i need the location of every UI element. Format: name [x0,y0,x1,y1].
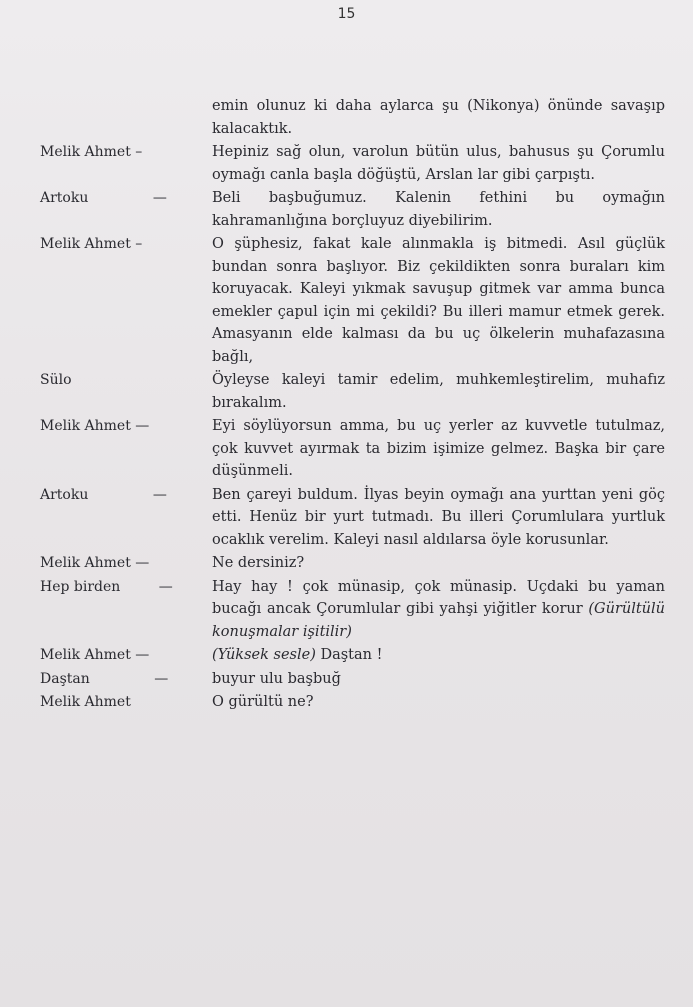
speaker-label: Melik Ahmet [40,418,131,434]
speech-text: O gürültü ne? [212,694,314,710]
speech-text [212,644,665,667]
speech-text: Ben çareyi buldum. İlyas beyin oymağı ana yurttan yeni göç etti. Henüz bir yurt tutmadı. Bu illeri Çorumlulara yurtluk ocaklık verelim. Kaleyi nasıl aldılarsa öyle korusunlar. [212,486,665,548]
speaker-label: Daştan [40,670,90,687]
dialogue-line [40,369,665,414]
speech-text [212,576,665,644]
speech-text: Öyleyse kaleyi tamir edelim, muhkemleştirelim, muhafız bırakalım. [212,372,665,411]
speaker-name [40,576,212,644]
speech-text: emin olunuz ki daha aylarca şu (Nikonya) önünde savaşıp kalacaktık. [212,98,665,137]
speaker-dash: — [158,578,173,595]
dialogue [40,95,665,715]
speaker-name [40,141,212,186]
page-number: 15 [337,6,356,22]
speaker-dash: — [135,418,150,434]
speaker-label: Artoku [40,486,89,503]
speech-text: Eyi söylüyorsun amma, bu uç yerler az kuvvetle tutulmaz, çok kuvvet ayırmak ta bizim işimize gelmez. Başka bir çare düşünmeli. [212,418,665,479]
speaker-dash: — [154,670,169,687]
speaker-dash: – [135,236,143,252]
speaker-dash: — [135,647,150,663]
speaker-dash: — [152,486,167,503]
speaker-label: Hep birden [40,578,121,595]
speech-text: Ne dersiniz? [212,555,305,571]
speaker-name [40,668,212,691]
speaker-name [40,484,212,552]
dialogue-line [40,576,665,644]
speaker-name [40,552,212,575]
speaker-name [40,415,212,483]
dialogue-line [40,691,665,714]
speaker-name [40,644,212,667]
stage-direction: (Yüksek sesle) [212,647,316,663]
speaker-name [40,187,212,232]
stage-direction: (Gürültülü konuşmalar işitilir) [212,601,665,640]
speaker-label: Melik Ahmet [40,555,131,571]
speech-text: buyur ulu başbuğ [212,670,341,687]
speaker-label: Melik Ahmet [40,144,131,160]
speaker-label: Artoku [40,190,89,206]
speech-body: Hay hay ! çok münasip, çok münasip. Uçdaki bu yaman bucağı ancak Çorumlular gibi yahşi yiğitler korur [212,578,665,617]
speech-text: Hepiniz sağ olun, varolun bütün ulus, bahusus şu Çorumlu oymağı canla başla döğüştü, Arslan lar gibi çarpıştı. [212,144,665,183]
speaker-dash: — [135,555,150,571]
dialogue-line [40,484,665,552]
dialogue-line [40,95,665,140]
speech-body: Daştan ! [320,647,383,663]
speaker-name: Sülo [40,372,72,388]
speaker-label: Melik Ahmet [40,647,131,663]
dialogue-line [40,668,665,691]
speech-text: Beli başbuğumuz. Kalenin fethini bu oymağın kahramanlığına borçluyuz diyebilirim. [212,190,665,229]
dialogue-line [40,141,665,186]
dialogue-line [40,415,665,483]
dialogue-line [40,233,665,368]
speaker-dash: – [135,144,143,160]
dialogue-line [40,644,665,667]
dialogue-line [40,552,665,575]
dialogue-line [40,187,665,232]
speaker-name [40,233,212,368]
speech-text: O şüphesiz, fakat kale alınmakla iş bitmedi. Asıl güçlük bundan sonra başlıyor. Biz çekildikten sonra buraları kim koruyacak. Kaleyi yıkmak savuşup gitmek var amma bunca emekler çapul için mi çekildi? Bu illeri mamur etmek gerek. Amasyanın elde kalması da bu uç ölkelerin muhafazasına bağlı, [212,236,665,365]
speaker-label: Melik Ahmet [40,236,131,252]
speaker-dash: — [152,190,167,206]
speaker-name: Melik Ahmet [40,694,131,710]
speaker-name [40,95,212,140]
